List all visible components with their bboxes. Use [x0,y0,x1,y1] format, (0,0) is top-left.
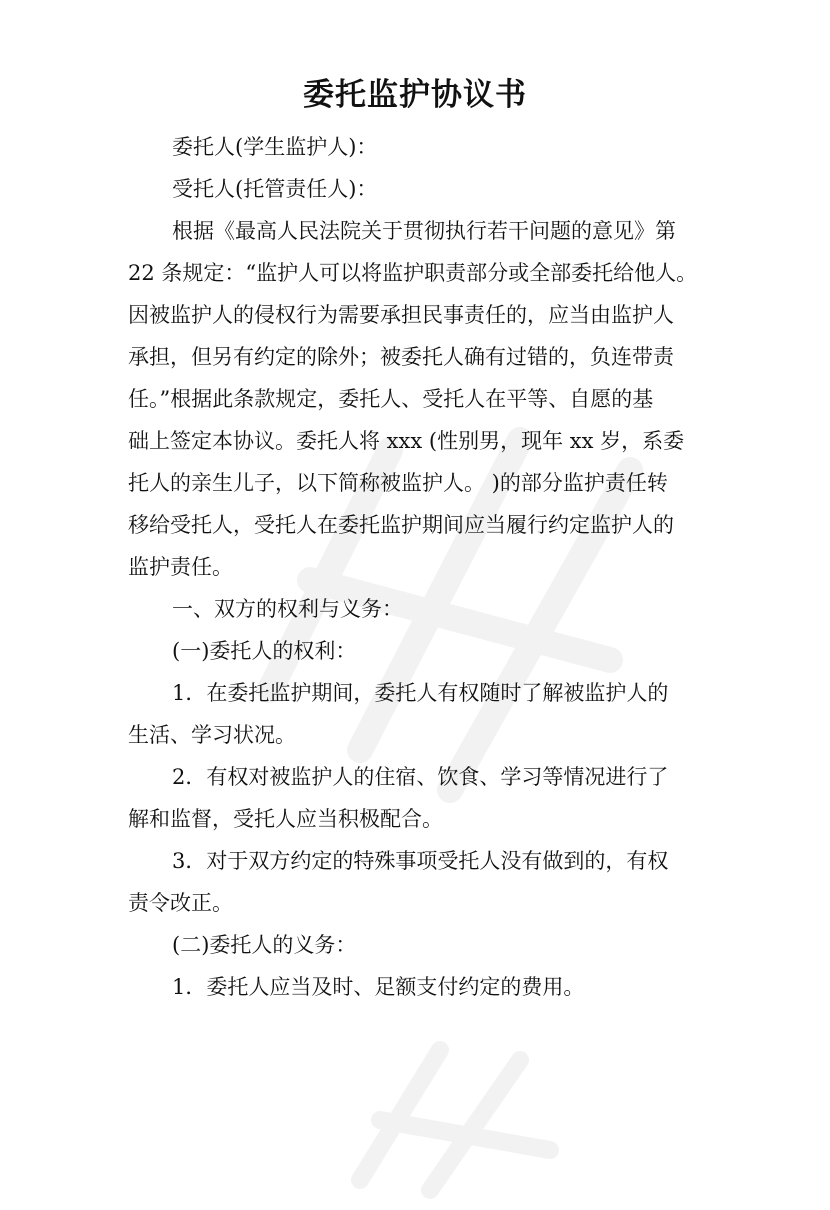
rights-item-line: 3．对于双方约定的特殊事项受托人没有做到的，有权 [172,849,669,873]
rights-item-line: 生活、学习状况。 [128,723,296,747]
intro-line: 根据《最高人民法院关于贯彻执行若干问题的意见》第 [172,219,676,243]
rights-item [128,672,710,756]
document-body [128,126,710,1008]
rights-item-line: 解和监督，受托人应当积极配合。 [128,807,443,831]
intro-line: 承担，但另有约定的除外；被委托人确有过错的，负连带责 [128,345,674,369]
intro-line: 22 条规定：“监护人可以将监护职责部分或全部委托给他人。 [128,261,698,285]
intro-line: 监护责任。 [128,555,233,579]
rights-item [128,840,710,924]
rights-item-line: 2．有权对被监护人的住宿、饮食、学习等情况进行了 [172,765,669,789]
delegatee-line: 受托人(托管责任人)： [172,177,378,201]
delegator-line: 委托人(学生监护人)： [172,135,378,159]
rights-item-line: 1．在委托监护期间，委托人有权随时了解被监护人的 [172,681,669,705]
intro-line: 移给受托人，受托人在委托监护期间应当履行约定监护人的 [128,513,674,537]
section-heading: 一、双方的权利与义务： [172,597,403,621]
watermark-logo-small [320,1010,580,1210]
intro-line: 托人的亲生儿子，以下简称被监护人。 )的部分监护责任转 [128,471,668,495]
intro-line: 础上签定本协议。委托人将 xxx (性别男，现年 xx 岁，系委 [128,429,685,453]
duties-item: 1．委托人应当及时、足额支付约定的费用。 [172,975,585,999]
subsection-heading-rights: (一)委托人的权利： [172,639,357,663]
intro-line: 任。”根据此条款规定，委托人、受托人在平等、自愿的基 [128,387,654,411]
intro-paragraph [128,210,710,588]
document-title: 委托监护协议书 [303,77,527,113]
subsection-heading-duties: (二)委托人的义务： [172,933,357,957]
rights-item-line: 责令改正。 [128,891,233,915]
rights-item [128,756,710,840]
intro-line: 因被监护人的侵权行为需要承担民事责任的，应当由监护人 [128,303,674,327]
